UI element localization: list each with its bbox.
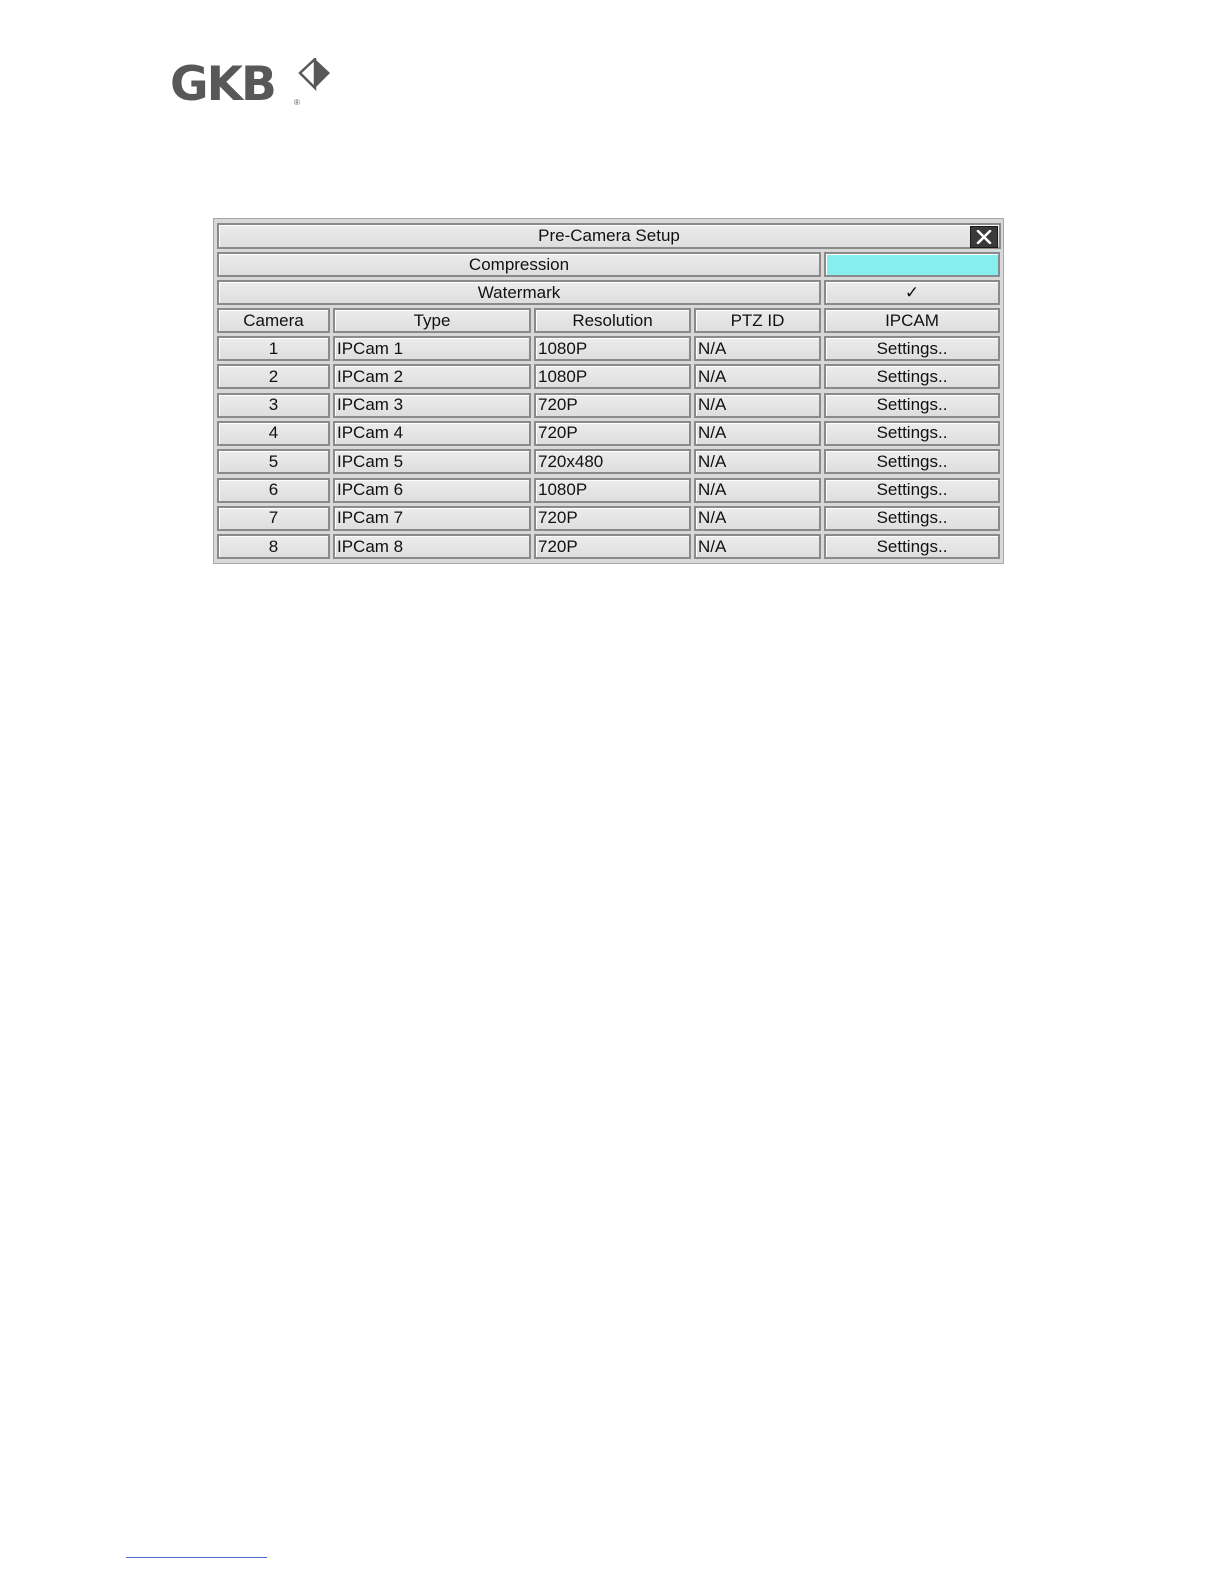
camera-number[interactable] [217,421,330,446]
camera-number[interactable] [217,534,330,559]
settings-button[interactable] [824,534,1000,559]
settings-button[interactable] [824,478,1000,503]
ptz-id-field-text: N/A [698,536,727,556]
camera-type-field[interactable] [333,478,531,503]
camera-type-field-text: IPCam 3 [337,395,404,415]
camera-type-field[interactable] [333,393,531,418]
camera-type-field[interactable] [333,506,531,531]
ptz-id-field[interactable] [694,449,821,474]
resolution-field[interactable] [534,478,691,503]
camera-number[interactable] [217,364,330,389]
resolution-field-text: 1080P [538,480,588,499]
camera-number[interactable] [217,393,330,418]
camera-number-text: 8 [268,536,279,556]
header-ptz-id [694,308,821,333]
camera-type-field-text: IPCam 2 [337,366,404,386]
camera-type-field[interactable] [333,336,531,361]
resolution-field-text: 720P [538,508,578,528]
camera-number-text: 1 [268,338,279,358]
compression-selector[interactable] [824,252,1000,277]
camera-type-field-text: IPCam 1 [337,338,404,358]
header-type-text: Type [413,310,451,330]
ptz-id-field[interactable] [694,506,821,531]
header-ptz-id-text: PTZ ID [730,310,785,330]
ptz-id-field-text: N/A [698,480,727,499]
ptz-id-field-text: N/A [698,366,727,386]
settings-button-text: Settings.. [876,508,948,528]
ptz-id-field[interactable] [694,393,821,418]
settings-button-text: Settings.. [876,480,948,499]
close-icon [976,230,992,244]
settings-button[interactable] [824,421,1000,446]
gkb-logo [170,58,335,110]
resolution-field-text: 720x480 [538,451,604,471]
camera-type-field[interactable] [333,534,531,559]
resolution-field[interactable] [534,364,691,389]
settings-button-text: Settings.. [876,338,948,358]
close-button[interactable] [970,226,998,248]
header-ipcam [824,308,1000,333]
ptz-id-field[interactable] [694,336,821,361]
logo-text: GKB [170,57,275,112]
camera-number[interactable] [217,336,330,361]
resolution-field-text: 1080P [538,338,588,358]
resolution-field[interactable] [534,449,691,474]
ptz-id-field[interactable] [694,364,821,389]
settings-button-text: Settings.. [876,451,948,471]
compression-label [217,252,821,277]
camera-number-text: 3 [268,395,279,415]
header-camera-text: Camera [243,310,304,330]
header-type [333,308,531,333]
settings-button[interactable] [824,336,1000,361]
resolution-field[interactable] [534,336,691,361]
resolution-field-text: 720P [538,395,578,415]
camera-type-field[interactable] [333,421,531,446]
camera-type-field-text: IPCam 8 [337,536,404,556]
camera-number[interactable] [217,506,330,531]
camera-number-text: 2 [268,366,279,386]
resolution-field-text: 1080P [538,366,588,386]
registered-mark: ® [294,98,300,107]
header-camera [217,308,330,333]
camera-number[interactable] [217,478,330,503]
diamond-logo-icon [298,58,332,92]
camera-number-text: 4 [268,423,279,443]
camera-type-field-text: IPCam 7 [337,508,404,528]
header-ipcam-text: IPCAM [885,310,939,330]
settings-button-text: Settings.. [876,395,948,415]
checkmark-icon: ✓ [904,282,920,302]
ptz-id-field-text: N/A [698,451,727,471]
resolution-field[interactable] [534,421,691,446]
camera-type-field-text: IPCam 6 [337,480,404,499]
ptz-id-field[interactable] [694,534,821,559]
pre-camera-setup-dialog [213,218,1004,564]
resolution-field-text: 720P [538,536,578,556]
camera-type-field-text: IPCam 5 [337,451,404,471]
camera-type-field-text: IPCam 4 [337,423,404,443]
resolution-field[interactable] [534,534,691,559]
settings-button-text: Settings.. [876,366,948,386]
resolution-field[interactable] [534,393,691,418]
settings-button[interactable] [824,449,1000,474]
ptz-id-field[interactable] [694,421,821,446]
settings-button[interactable] [824,506,1000,531]
camera-number-text: 5 [268,451,279,471]
footer-rule [126,1557,267,1558]
watermark-label-text: Watermark [477,282,561,302]
watermark-label [217,280,821,305]
ptz-id-field-text: N/A [698,395,727,415]
header-resolution [534,308,691,333]
dialog-title [217,223,1001,249]
resolution-field-text: 720P [538,423,578,443]
ptz-id-field-text: N/A [698,338,727,358]
camera-type-field[interactable] [333,449,531,474]
ptz-id-field-text: N/A [698,508,727,528]
header-resolution-text: Resolution [572,310,653,330]
camera-type-field[interactable] [333,364,531,389]
settings-button-text: Settings.. [876,423,948,443]
compression-label-text: Compression [468,254,570,274]
watermark-checkbox[interactable] [824,280,1000,305]
camera-number[interactable] [217,449,330,474]
ptz-id-field[interactable] [694,478,821,503]
settings-button[interactable] [824,364,1000,389]
dialog-title-text: Pre-Camera Setup [538,226,680,245]
ptz-id-field-text: N/A [698,423,727,443]
settings-button[interactable] [824,393,1000,418]
settings-button-text: Settings.. [876,536,948,556]
camera-number-text: 6 [268,480,279,499]
resolution-field[interactable] [534,506,691,531]
camera-number-text: 7 [268,508,279,528]
